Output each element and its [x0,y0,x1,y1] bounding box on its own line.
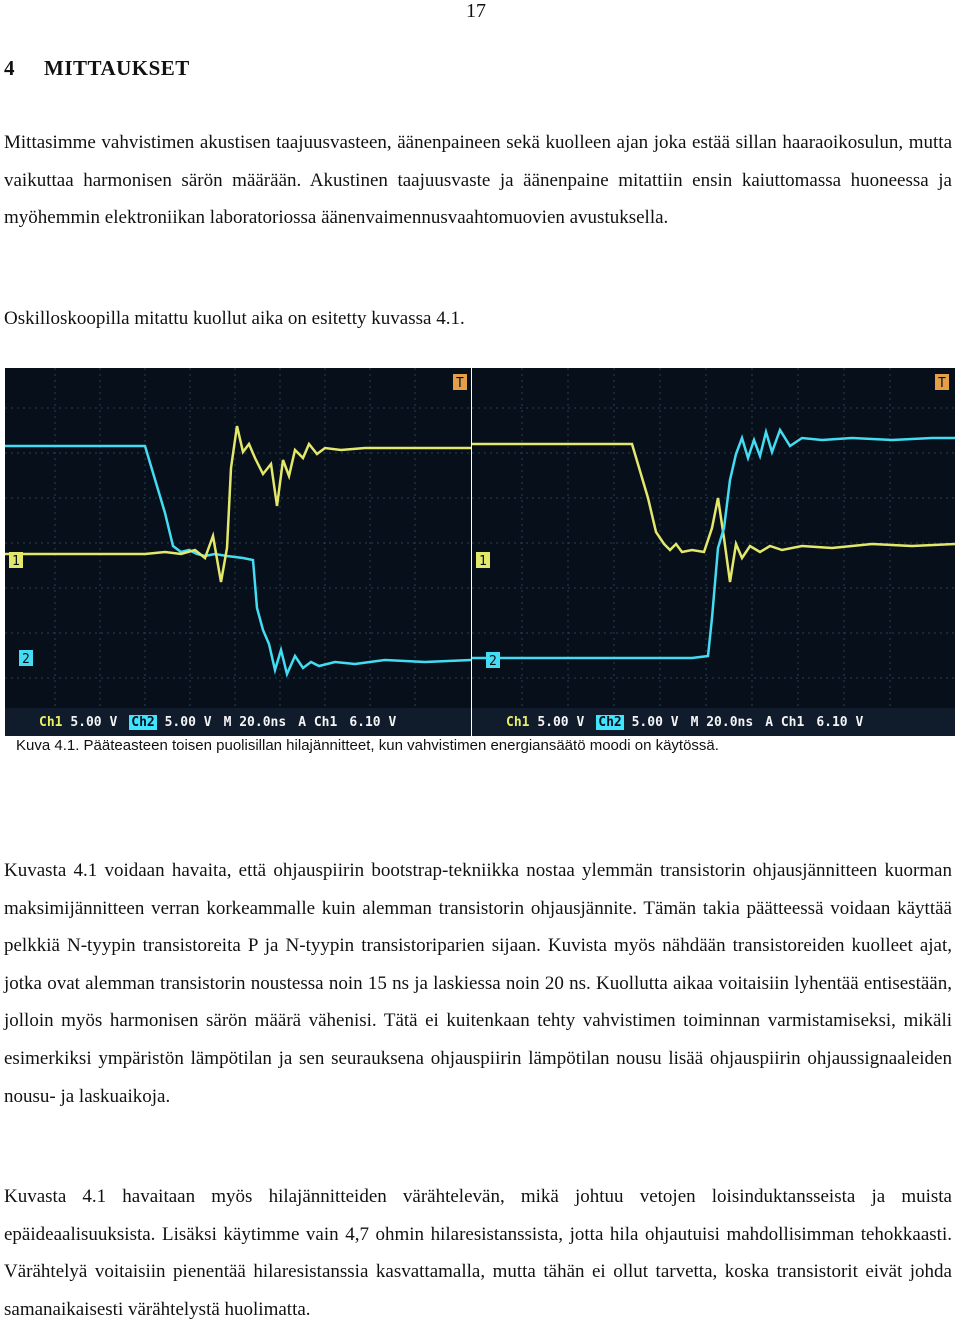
ch2-scale: 5.00 V [631,714,679,730]
ch1-level-marker-right [476,552,490,569]
oscilloscope-screen-right [472,368,955,736]
ch2-label: Ch2 [598,714,622,730]
trigger-source: A Ch1 [765,714,805,730]
oscilloscope-screenshot-right [472,368,955,736]
trigger-source: A Ch1 [298,714,338,730]
timebase: M 20.0ns [690,714,754,730]
ch1-label: Ch1 [39,714,63,730]
trigger-marker-right [935,374,949,391]
ch2-level-marker-left [19,650,33,667]
ch2-scale: 5.00 V [164,714,212,730]
trigger-level: 6.10 V [816,714,864,730]
figure-caption: Kuva 4.1. Pääteasteen toisen puolisillan hilajännitteet, kun vahvistimen energiansäätö moodi on käytössä. [16,737,719,754]
section-title: MITTAUKSET [44,56,190,80]
ch2-level-marker-right [486,652,500,669]
svg-text:2: 2 [22,652,30,667]
ch1-level-marker-left [9,552,23,569]
figure-reference-paragraph: Oskilloskoopilla mitattu kuollut aika on esitetty kuvassa 4.1. [4,308,465,329]
svg-text:1: 1 [12,554,20,569]
ch1-scale: 5.00 V [537,714,585,730]
ch1-scale: 5.00 V [70,714,118,730]
oscilloscope-screenshot-left [5,368,471,736]
intro-paragraph: Mittasimme vahvistimen akustisen taajuusvasteen, äänenpaineen sekä kuolleen ajan joka estää sillan haaraoikosulun, mutta vaikuttaa harmonisen särön määrään. Akustinen taajuusvaste ja äänenpaine mitattiin ensin kaiuttomassa huoneessa ja myöhemmin elektroniikan laboratoriossa äänenvaimennusvaahtomuovien avustuksella. [4,132,952,229]
ch2-label: Ch2 [131,714,155,730]
ch1-label: Ch1 [506,714,530,730]
scope-status-bar-right [472,708,955,736]
oscillation-paragraph: Kuvasta 4.1 havaitaan myös hilajännitteiden värähtelevän, mikä johtuu vetojen loisinduktansseista ja muista epäideaalisuuksista. Lisäksi käytimme vain 4,7 ohmin hilaresistanssista, jotta hila ohjautuisi mahdollisimman tehokkaasti. Värähtelyä voitaisiin pienentää hilaresistanssia kasvattamalla, mutta tähän ei ollut tarvetta, koska transistorit eivät johda samanaikaisesti värähtelystä huolimatta. [4,1186,952,1320]
section-heading [4,56,190,81]
section-number: 4 [4,56,15,80]
svg-text:1: 1 [479,554,487,569]
trigger-level: 6.10 V [349,714,397,730]
svg-text:2: 2 [489,654,497,669]
analysis-paragraph: Kuvasta 4.1 voidaan havaita, että ohjauspiirin bootstrap-tekniikka nostaa ylemmän transistorin ohjausjännitteen kuorman maksimijännitteen verran korkeammalle kuin alemman transistorin ohjausjännite. Tämän takia päätteessä voidaan käyttää pelkkiä N-tyypin transistoreita P ja N-tyypin transistoriparien sijaan. Kuvista myös nähdään transistoreiden kuolleet ajat, jotka ovat alemman transistorin noustessa noin 15 ns ja laskiessa noin 20 ns. Kuollutta aikaa voitaisiin lyhentää entisestään, jolloin myös harmonisen särön määrä vähenisi. Tätä ei kuitenkaan tehty vahvistimen toiminnan varmistamiseksi, mikäli esimerkiksi ympäristön lämpötilan ja sen seurauksena ohjauspiirin lämpötilan nousu lisää ohjauspiirin ohjaussignaaleiden nousu- ja laskuaikoja. [4,860,952,1107]
timebase: M 20.0ns [223,714,287,730]
svg-text:T: T [938,376,946,391]
trigger-marker-left [453,374,467,391]
oscilloscope-screen-left [5,368,471,736]
page-number: 17 [466,0,486,22]
svg-text:T: T [456,376,464,391]
scope-status-bar-left [5,708,471,736]
